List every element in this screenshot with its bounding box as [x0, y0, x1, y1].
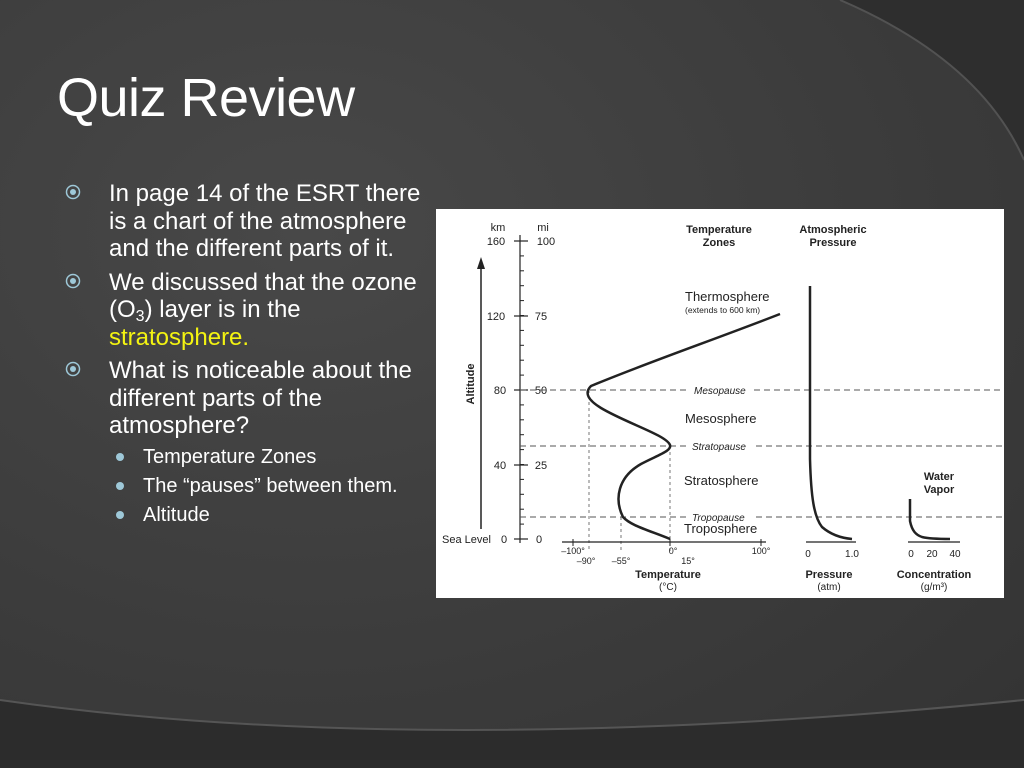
- km-tick: 160: [486, 236, 506, 248]
- sub-bullet-list: [109, 446, 422, 527]
- round-bullet-icon: [116, 511, 124, 519]
- mesosphere-label: Mesosphere: [685, 411, 757, 426]
- temperature-zones-header: Zones: [702, 237, 736, 249]
- temp-tick: –90°: [576, 556, 596, 566]
- km-header: km: [490, 222, 506, 234]
- mi-tick: 100: [536, 236, 556, 248]
- sub-bullet-text: Altitude: [143, 503, 210, 526]
- mi-tick: 75: [534, 311, 548, 323]
- mi-tick: 0: [535, 534, 543, 546]
- pressure-curve: [810, 286, 852, 539]
- target-bullet-icon: [65, 184, 81, 200]
- bullet-item: [62, 357, 422, 527]
- bullet-text-cont: ) layer is in the: [144, 296, 301, 323]
- stratopause-label: Stratopause: [692, 442, 746, 453]
- conc-axis-label: Concentration: [896, 569, 972, 581]
- bullet-item: [62, 269, 422, 352]
- km-tick: 0: [500, 534, 508, 546]
- target-bullet-icon: [65, 361, 81, 377]
- pressure-tick: 0: [805, 549, 811, 560]
- highlight-stratosphere: stratosphere.: [109, 323, 250, 351]
- round-bullet-icon: [116, 453, 124, 461]
- pressure-axis-unit: (atm): [817, 582, 841, 593]
- atmosphere-chart-figure: [436, 209, 1004, 598]
- subscript-3: 3: [135, 308, 145, 325]
- km-tick: 80: [493, 385, 507, 397]
- conc-tick: 20: [926, 549, 938, 560]
- target-bullet-icon: [65, 273, 81, 289]
- mi-header: mi: [537, 222, 549, 234]
- mi-tick: 50: [534, 385, 548, 397]
- mesopause-label: Mesopause: [694, 386, 746, 397]
- pressure-header: Pressure: [809, 237, 857, 249]
- slide-title: Quiz Review: [57, 68, 355, 128]
- km-tick: 120: [486, 311, 506, 323]
- sub-bullet-text: The “pauses” between them.: [143, 474, 398, 497]
- bullet-text: What is noticeable about the different parts of the atmosphere?: [109, 357, 412, 439]
- altitude-scale: [514, 235, 528, 543]
- altitude-arrow: [477, 257, 485, 529]
- conc-tick: 0: [908, 549, 914, 560]
- conc-tick: 40: [949, 549, 961, 560]
- conc-axis-unit: (g/m³): [920, 582, 948, 593]
- bullet-text: We discussed that the ozone (O: [109, 268, 417, 323]
- pressure-tick: 1.0: [845, 549, 859, 560]
- water-vapor-header: Water: [923, 471, 955, 483]
- temperature-profile-curve: [588, 314, 780, 539]
- temp-tick: 15°: [681, 556, 695, 566]
- sea-level-label: Sea Level: [442, 534, 491, 546]
- pressure-header: Atmospheric: [799, 224, 867, 236]
- km-tick: 40: [493, 460, 507, 472]
- water-vapor-header: Vapor: [923, 484, 955, 496]
- temperature-zones-header: Temperature: [686, 224, 752, 236]
- temp-axis-label: Temperature: [635, 569, 701, 581]
- troposphere-label: Troposphere: [684, 521, 758, 536]
- temp-tick: 100°: [751, 546, 771, 556]
- temp-axis-unit: (°C): [659, 582, 677, 593]
- sub-bullet-item: [109, 446, 422, 469]
- altitude-axis-label: Altitude: [465, 363, 477, 405]
- thermosphere-note: (extends to 600 km): [685, 305, 761, 315]
- slide-content: [62, 180, 422, 533]
- bullet-item: [62, 180, 422, 263]
- temp-tick: –55°: [611, 556, 631, 566]
- sub-bullet-item: [109, 475, 422, 498]
- sub-bullet-item: [109, 504, 422, 527]
- tropopause-label: Tropopause: [692, 513, 745, 524]
- pressure-axis-label: Pressure: [805, 569, 853, 581]
- stratosphere-label: Stratosphere: [684, 473, 759, 488]
- bullet-text: In page 14 of the ESRT there is a chart of the atmosphere and the different parts of it.: [109, 180, 421, 262]
- water-vapor-curve: [910, 499, 950, 539]
- mi-tick: 25: [534, 460, 548, 472]
- temp-tick: –100°: [561, 546, 585, 556]
- round-bullet-icon: [116, 482, 124, 490]
- temp-tick: 0°: [668, 546, 678, 556]
- sub-bullet-text: Temperature Zones: [143, 445, 317, 468]
- thermosphere-label: Thermosphere: [685, 289, 770, 304]
